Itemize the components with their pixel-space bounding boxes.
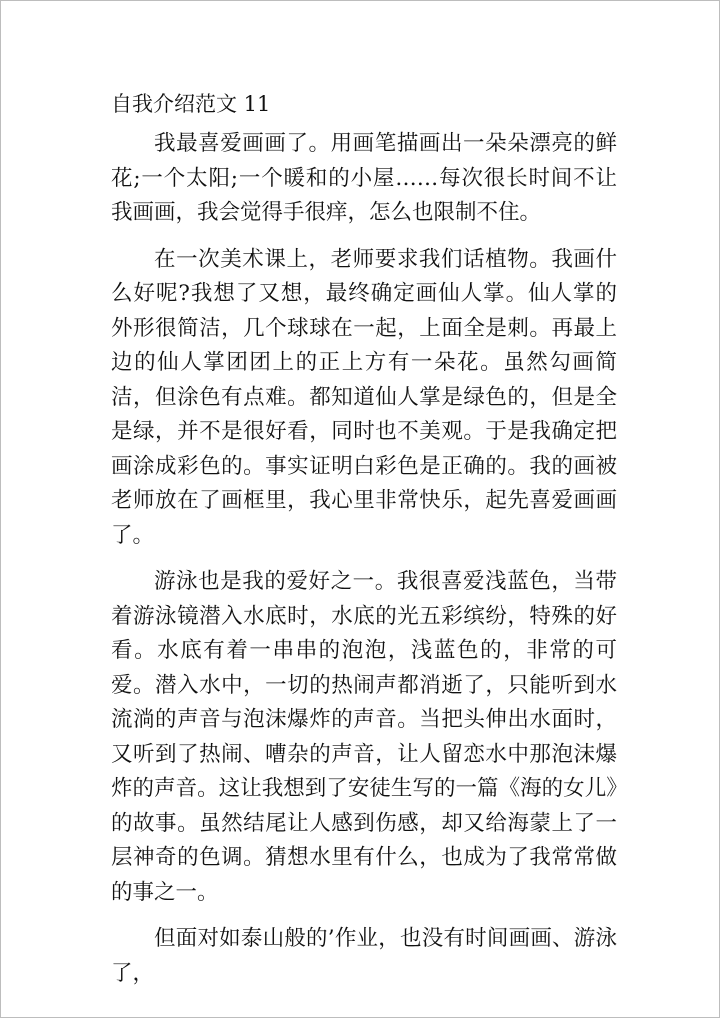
- paragraph-2: 在一次美术课上，老师要求我们话植物。我画什么好呢?我想了又想，最终确定画仙人掌。仙人掌的外形很简洁，几个球球在一起，上面全是刺。再最上边的仙人掌团团上的正上方有一朵花。虽然勾画简洁，但涂色有点难。都知道仙人掌是绿色的，但是全是绿，并不是很好看，同时也不美观。于是我确定把画涂成彩色的。事实证明白彩色是正确的。我的画被老师放在了画框里，我心里非常快乐，起先喜爱画画了。: [111, 246, 617, 548]
- paragraph-4: 但面对如泰山般的’作业，也没有时间画画、游泳了，: [111, 926, 617, 986]
- paragraph-3: 游泳也是我的爱好之一。我很喜爱浅蓝色，当带着游泳镜潜入水底时，水底的光五彩缤纷，特殊的好看。水底有着一串串的泡泡，浅蓝色的，非常的可爱。潜入水中，一切的热闹声都消逝了，只能听到水流淌的声音与泡沫爆炸的声音。当把头伸出水面时，又听到了热闹、嘈杂的声音，让人留恋水中那泡沫爆炸的声音。这让我想到了安徒生写的一篇《海的女儿》的故事。虽然结尾让人感到伤感，却又给海蒙上了一层神奇的色调。猜想水里有什么，也成为了我常常做的事之一。: [111, 569, 617, 905]
- document-title: 自我介绍范文 11: [111, 92, 271, 116]
- paragraph-1: 我最喜爱画画了。用画笔描画出一朵朵漂亮的鲜花;一个太阳;一个暖和的小屋……每次很长时间不让我画画，我会觉得手很痒，怎么也限制不住。: [111, 131, 617, 225]
- document-body: [111, 87, 617, 1003]
